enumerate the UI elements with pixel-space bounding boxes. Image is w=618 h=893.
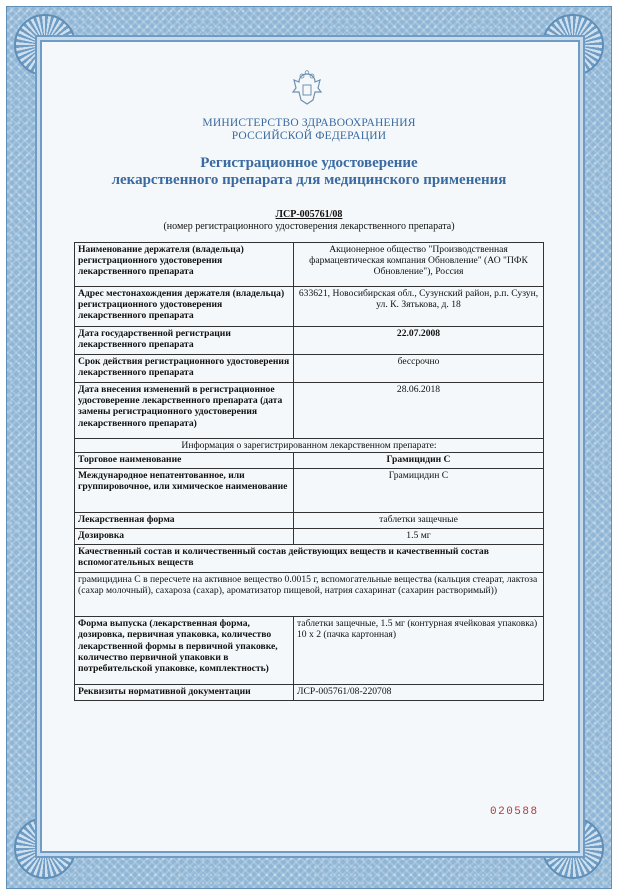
- dosage-form-value: таблетки защечные: [294, 513, 544, 529]
- composition-label: Качественный состав и количественный состав действующих веществ и качественный состав вспомогательных веществ: [75, 545, 544, 573]
- composition-value: грамицидина С в пересчете на активное вещество 0.0015 г, вспомогательные вещества (кальция стеарат, лактоза (сахар молочный), сахароза (сахар), ароматизатор пищевой, натрия сахаринат (сахарин растворимый)): [75, 573, 544, 617]
- release-form-label: Форма выпуска (лекарственная форма, дозировка, первичная упаковка, количество лекарственной формы в первичной упаковке, количество первичной упаковки в потребительской упаковке, комплектность): [75, 617, 294, 685]
- table-row: [75, 439, 544, 453]
- dosage-label: Дозировка: [75, 529, 294, 545]
- dosage-value: 1.5 мг: [294, 529, 544, 545]
- table-row: [75, 453, 544, 469]
- holder-name-label: Наименование держателя (владельца) регистрационного удостоверения лекарственного препарата: [75, 243, 294, 287]
- coat-of-arms-icon: [290, 70, 324, 108]
- holder-address-value: 633621, Новосибирская обл., Сузунский район, р.п. Сузун, ул. К. Зятькова, д. 18: [294, 287, 544, 327]
- ministry-line-1: МИНИСТЕРСТВО ЗДРАВООХРАНЕНИЯ: [202, 117, 416, 129]
- table-row: [75, 287, 544, 327]
- normative-docs-label: Реквизиты нормативной документации: [75, 685, 294, 701]
- normative-docs-value: ЛСР-005761/08-220708: [294, 685, 544, 701]
- table-row: [75, 355, 544, 383]
- changes-date-label: Дата внесения изменений в регистрационное удостоверение лекарственного препарата (дата замены регистрационного удостоверения лекарственного препарата): [75, 383, 294, 439]
- document-title: [60, 155, 558, 189]
- table-row: [75, 617, 544, 685]
- inn-label: Международное непатентованное, или группировочное, или химическое наименование: [75, 469, 294, 513]
- info-section-header: Информация о зарегистрированном лекарственном препарате:: [75, 439, 544, 453]
- serial-number: 020588: [490, 806, 539, 818]
- registration-date-label: Дата государственной регистрации лекарственного препарата: [75, 327, 294, 355]
- table-row: [75, 327, 544, 355]
- title-line-1: Регистрационное удостоверение: [200, 155, 418, 171]
- table-row: [75, 529, 544, 545]
- registration-number-block: [120, 209, 498, 233]
- table-row: [75, 469, 544, 513]
- table-row: [75, 685, 544, 701]
- ministry-line-2: РОССИЙСКОЙ ФЕДЕРАЦИИ: [231, 130, 387, 142]
- table-row: [75, 513, 544, 529]
- registration-number: ЛСР-005761/08: [275, 209, 343, 220]
- registration-date-value: 22.07.2008: [294, 327, 544, 355]
- trade-name-value: Грамицидин С: [294, 453, 544, 469]
- table-row: [75, 243, 544, 287]
- changes-date-value: 28.06.2018: [294, 383, 544, 439]
- validity-value: бессрочно: [294, 355, 544, 383]
- holder-address-label: Адрес местонахождения держателя (владельца) регистрационного удостоверения лекарственного препарата: [75, 287, 294, 327]
- title-line-2: лекарственного препарата для медицинского применения: [111, 172, 507, 188]
- table-row: [75, 383, 544, 439]
- trade-name-label: Торговое наименование: [75, 453, 294, 469]
- registration-number-caption: (номер регистрационного удостоверения лекарственного препарата): [163, 221, 455, 232]
- certificate-table: [74, 242, 544, 701]
- dosage-form-label: Лекарственная форма: [75, 513, 294, 529]
- table-row: [75, 573, 544, 617]
- ministry-name: [120, 117, 498, 143]
- table-row: [75, 545, 544, 573]
- validity-label: Срок действия регистрационного удостоверения лекарственного препарата: [75, 355, 294, 383]
- holder-name-value: Акционерное общество "Производственная фармацевтическая компания Обновление" (АО "ПФК Обновление"), Россия: [294, 243, 544, 287]
- release-form-value: таблетки защечные, 1.5 мг (контурная ячейковая упаковка) 10 x 2 (пачка картонная): [294, 617, 544, 685]
- inn-value: Грамицидин С: [294, 469, 544, 513]
